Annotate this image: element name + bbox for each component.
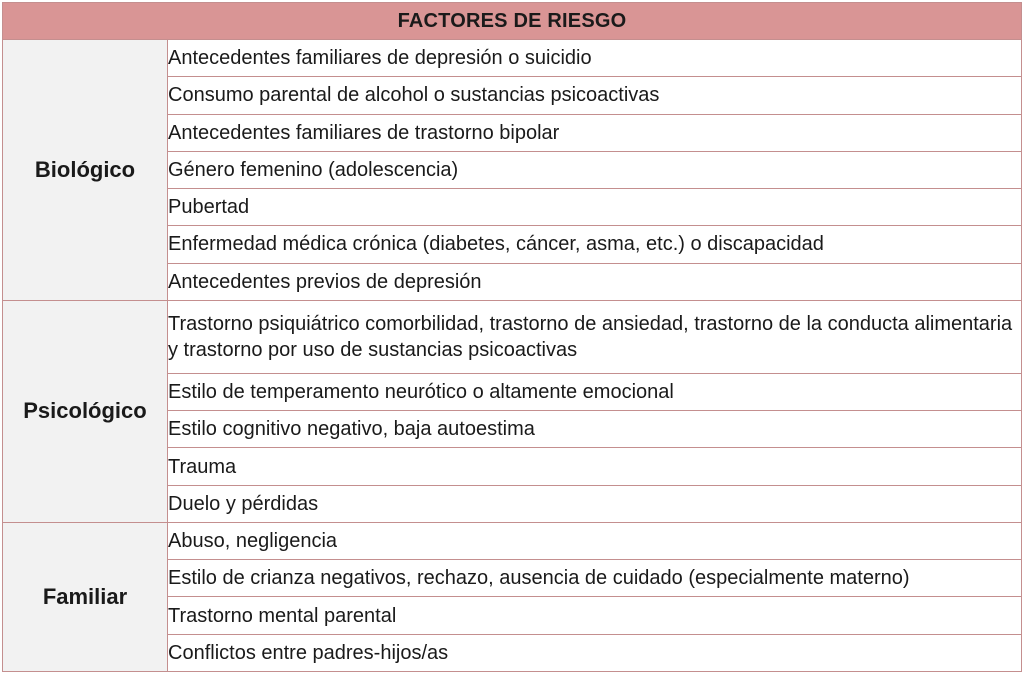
risk-factor-item: Estilo cognitivo negativo, baja autoestima [168,411,1022,448]
risk-factor-item: Abuso, negligencia [168,522,1022,559]
risk-factor-item: Trauma [168,448,1022,485]
risk-factor-item: Antecedentes previos de depresión [168,263,1022,300]
table-title: FACTORES DE RIESGO [3,3,1022,40]
risk-factor-item: Consumo parental de alcohol o sustancias psicoactivas [168,77,1022,114]
risk-factors-table [2,2,1022,672]
category-psicologico: Psicológico [3,300,168,522]
risk-factor-item: Enfermedad médica crónica (diabetes, cáncer, asma, etc.) o discapacidad [168,226,1022,263]
risk-factor-item: Trastorno mental parental [168,597,1022,634]
table-row [3,522,1022,559]
risk-factor-item: Estilo de temperamento neurótico o altamente emocional [168,373,1022,410]
risk-factor-item: Género femenino (adolescencia) [168,151,1022,188]
risk-factor-item: Trastorno psiquiátrico comorbilidad, trastorno de ansiedad, trastorno de la conducta alimentaria y trastorno por uso de sustancias psicoactivas [168,300,1022,373]
risk-factor-item: Antecedentes familiares de depresión o suicidio [168,40,1022,77]
risk-factor-item: Estilo de crianza negativos, rechazo, ausencia de cuidado (especialmente materno) [168,560,1022,597]
table-header-row [3,3,1022,40]
category-biologico: Biológico [3,40,168,301]
table-row [3,300,1022,373]
risk-factor-item: Pubertad [168,189,1022,226]
risk-factor-item: Conflictos entre padres-hijos/as [168,634,1022,671]
risk-factor-item: Antecedentes familiares de trastorno bipolar [168,114,1022,151]
risk-factor-item: Duelo y pérdidas [168,485,1022,522]
table-row [3,40,1022,77]
category-familiar: Familiar [3,522,168,671]
